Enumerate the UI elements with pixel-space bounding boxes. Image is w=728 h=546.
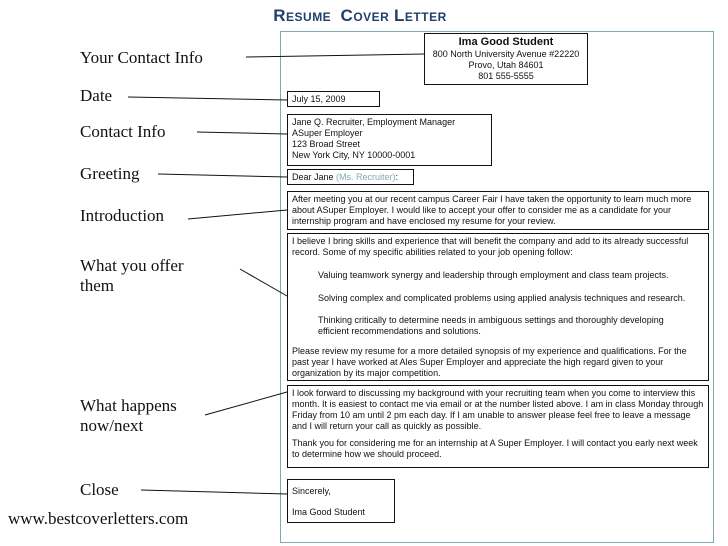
connector-close — [141, 490, 287, 494]
recipient-block — [287, 114, 492, 166]
connector-greeting — [158, 174, 287, 177]
label-introduction: Introduction — [80, 206, 165, 225]
connector-introduction — [188, 210, 287, 219]
sender-name: Ima Good Student — [458, 36, 554, 48]
greeting-block — [287, 169, 414, 185]
connector-contact-top — [246, 54, 424, 57]
label-close: Close — [80, 480, 119, 499]
introduction-block: After meeting you at our recent campus Career Fair I have taken the opportunity to learn much more about ASuper Employer. I would like to accept your offer to consider me as a candidate for your internship program and have enclosed my resume for your review. — [287, 191, 709, 230]
offer-closing: Please review my resume for a more detailed synopsis of my experience and qualifications. For the past year I have worked at Ales Super Employer and appreciate the high regard given to your organization by its major competition. — [292, 346, 687, 378]
connector-contact — [197, 132, 287, 134]
recipient-line: Jane Q. Recruiter, Employment Manager — [292, 117, 456, 127]
sender-phone: 801 555-5555 — [478, 71, 534, 81]
offer-point: Thinking critically to determine needs in ambiguous settings and thoroughly developing efficient recommendations and solutions. — [318, 315, 664, 336]
close-salutation: Sincerely, — [292, 486, 331, 496]
sender-city: Provo, Utah 84601 — [468, 60, 544, 70]
next-paragraph: Thank you for considering me for an internship at A Super Employer. I will contact you early next week to determine how we should proceed. — [292, 438, 698, 459]
recipient-line: ASuper Employer — [292, 128, 363, 138]
title-letter: C — [340, 6, 354, 25]
footer-url: www.bestcoverletters.com — [8, 509, 189, 528]
close-signature: Ima Good Student — [292, 507, 366, 517]
title-letter: R — [273, 6, 287, 25]
offer-block — [287, 233, 709, 381]
label-what-you-offer — [80, 256, 184, 296]
label-date: Date — [80, 86, 113, 105]
title-word: OVER — [353, 10, 390, 24]
greeting-title: (Ms. Recruiter) — [336, 172, 396, 182]
date-block: July 15, 2009 — [287, 91, 380, 107]
label-greeting: Greeting — [80, 164, 140, 183]
label-line: What you offer — [80, 256, 184, 275]
offer-point: Solving complex and complicated problems using applied analysis techniques and research. — [318, 293, 686, 303]
recipient-line: New York City, NY 10000-0001 — [292, 150, 416, 160]
greeting-prefix: Dear Jane — [292, 172, 337, 182]
title-word: ETTER — [404, 10, 447, 24]
connector-next — [205, 392, 287, 415]
next-steps-block — [287, 385, 709, 468]
title-word: ESUME — [286, 10, 332, 24]
connector-offer — [240, 269, 287, 296]
label-what-happens — [80, 396, 177, 436]
label-contact-info: Contact Info — [80, 122, 166, 141]
label-line: now/next — [80, 416, 144, 435]
recipient-line: 123 Broad Street — [292, 139, 361, 149]
offer-intro: I believe I bring skills and experience that will benefit the company and add to its already successful record. Some of my specific abilities related to your job opening follow: — [292, 236, 689, 257]
sender-address: 800 North University Avenue #22220 — [432, 49, 580, 59]
offer-point: Valuing teamwork synergy and leadership through employment and class team projects. — [318, 270, 669, 280]
label-your-contact-info: Your Contact Info — [80, 48, 203, 67]
label-line: them — [80, 276, 114, 295]
label-line: What happens — [80, 396, 177, 415]
close-block — [287, 479, 395, 523]
next-paragraph: I look forward to discussing my background with your recruiting team when you come to interview this month. It is easiest to contact me via email or at the number listed above. I am in class Monday through Friday from 10 am until 2 pm each day. If I am unable to answer please feel free to leave a message and I will return your call as quickly as possible. — [292, 388, 704, 431]
greeting-suffix: : — [395, 172, 399, 182]
sender-block — [424, 33, 588, 85]
connector-date — [128, 97, 287, 100]
title-letter: L — [394, 6, 405, 25]
